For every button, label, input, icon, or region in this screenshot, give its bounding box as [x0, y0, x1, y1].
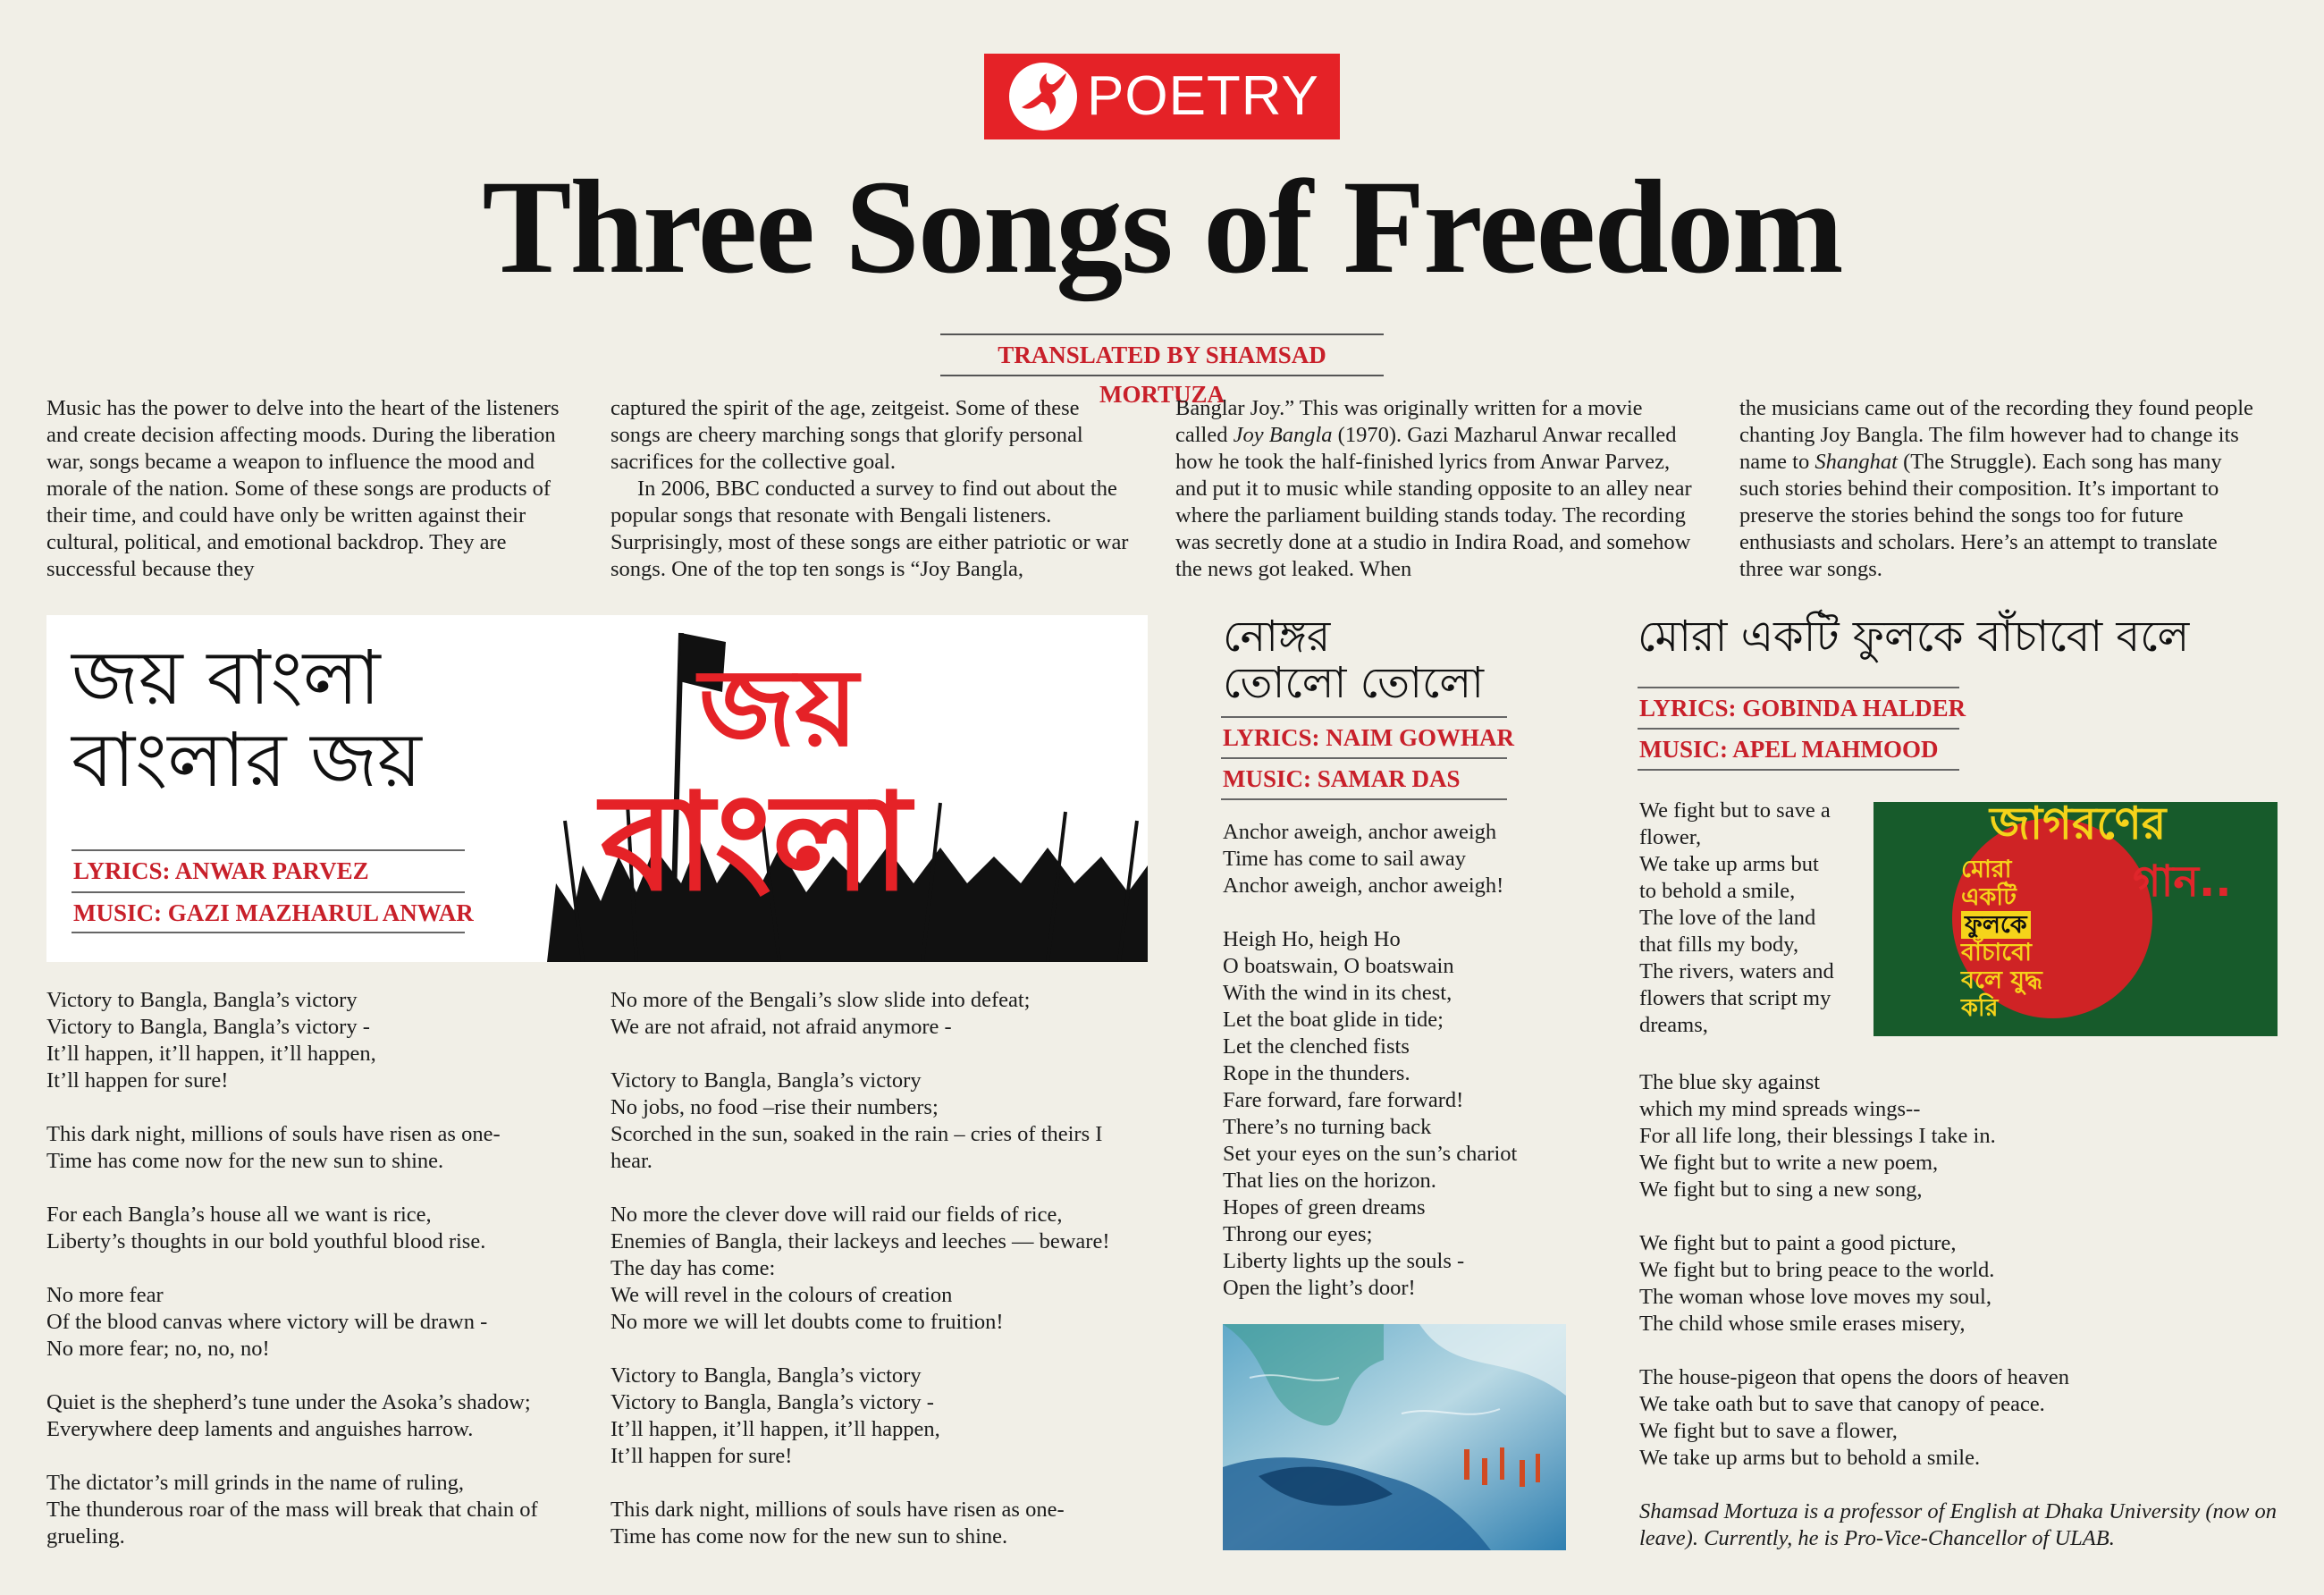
intro-text: Music has the power to delve into the heart of the listeners and create decision affecting moods. During the liberation war, songs became a weapon to influence the mood and morale of the nation. Some of these songs are products of their time, and could have only be written against their cultural, political, and emotional backdrop. They are successful because they — [46, 396, 560, 581]
flag-poster-image — [1874, 802, 2278, 1036]
song3-music-credit: MUSIC: APEL MAHMOOD — [1639, 736, 1939, 763]
bird-icon — [1009, 63, 1077, 131]
poster-gaan: গান.. — [2133, 857, 2232, 907]
stanza: This dark night, millions of souls have risen as one- Time has come now for the new sun to shine. — [610, 1498, 1065, 1549]
credit-rule — [1638, 769, 1959, 771]
song1-lyrics-left — [46, 987, 583, 1577]
song1-music-credit: MUSIC: GAZI MAZHARUL ANWAR — [73, 899, 474, 926]
film-title: Shanghat — [1815, 450, 1898, 474]
stanza: Anchor aweigh, anchor aweigh Time has come to sail away Anchor aweigh, anchor aweigh! — [1223, 820, 1504, 898]
song2-title-line2: তোলো তোলো — [1223, 658, 1485, 708]
section-badge — [984, 54, 1340, 139]
song2-music-credit: MUSIC: SAMAR DAS — [1223, 765, 1461, 792]
credit-rule — [72, 932, 465, 933]
credit-rule — [1221, 798, 1507, 800]
intro-column-2 — [610, 395, 1129, 583]
song1-title-line2: বাংলার জয় — [72, 716, 422, 804]
stanza: The dictator’s mill grinds in the name of ruling, The thunderous roar of the mass will break that chain of grueling. — [46, 1471, 538, 1549]
stanza: Victory to Bangla, Bangla’s victory Victory to Bangla, Bangla’s victory - It’ll happen, it’ll happen, it’ll happen, It’ll happen for sure! — [46, 988, 376, 1093]
stanza: No more of the Bengali’s slow slide into defeat; We are not afraid, not afraid anymore - — [610, 988, 1031, 1039]
film-title: Joy Bangla — [1233, 423, 1333, 447]
song2-title-line1: নোঙ্গর — [1223, 612, 1331, 662]
song1-lyrics-credit: LYRICS: ANWAR PARVEZ — [73, 857, 369, 884]
boat-painting-image — [1223, 1324, 1566, 1550]
song1-banner — [46, 615, 1148, 962]
stanza: Heigh Ho, heigh Ho O boatswain, O boatswain With the wind in its chest, Let the boat glide in tide; Let the clenched fists Rope in the thunders. Fare forward, fare forward! There’s no turning back Set your eyes on the sun’s chariot That lies on the horizon. Hopes of green dreams Throng our eyes; Liberty lights up the souls - Open the light’s door! — [1223, 927, 1518, 1300]
section-label: POETRY — [1087, 65, 1319, 127]
stanza: We fight but to paint a good picture, We fight but to bring peace to the world. The woman whose love moves my soul, The child whose smile erases misery, — [1639, 1231, 1995, 1336]
intro-text: captured the spirit of the age, zeitgeist. Some of these songs are cheery marching songs that glorify personal sacrifices for the collective goal. — [610, 396, 1083, 474]
poster-lines: মোরা একটি ফুলকে বাঁচাবো বলে যুদ্ধ করি — [1961, 856, 2042, 1022]
translator-byline: TRANSLATED BY SHAMSAD MORTUZA — [940, 333, 1384, 376]
intro-column-3 — [1175, 395, 1694, 583]
stanza: No more the clever dove will raid our fields of rice, Enemies of Bangla, their lackeys and leeches — beware! The day has come: We will revel in the colours of creation No more we will let doubts come to fruition! — [610, 1203, 1110, 1334]
song3-lyrics — [1639, 1069, 2283, 1579]
poster-heading: জাগরণের — [1990, 802, 2167, 849]
song2-lyrics-credit: LYRICS: NAIM GOWHAR — [1223, 724, 1515, 751]
stanza: No more fear Of the blood canvas where victory will be drawn - No more fear; no, no, no! — [46, 1283, 488, 1361]
stanza: Victory to Bangla, Bangla’s victory Victory to Bangla, Bangla’s victory - It’ll happen, it’ll happen, it’ll happen, It’ll happen for sure! — [610, 1363, 940, 1468]
song1-lyrics-right — [610, 987, 1147, 1577]
song1-title-line1: জয় বাংলা — [72, 634, 381, 722]
stanza: The blue sky against which my mind spreads wings-- For all life long, their blessings I take in. We fight but to write a new poem, We fight but to sing a new song, — [1639, 1070, 1996, 1202]
stanza: Quiet is the shepherd’s tune under the Asoka’s shadow; Everywhere deep laments and anguishes harrow. — [46, 1390, 531, 1441]
intro-text: In 2006, BBC conducted a survey to find out about the popular songs that resonate with Bengali listeners. Surprisingly, most of these songs are either patriotic or war songs. One of the top ten songs is “Joy Bangla, — [610, 477, 1129, 581]
page-title: Three Songs of Freedom — [482, 153, 1842, 301]
stanza: The house-pigeon that opens the doors of heaven We take oath but to save that canopy of peace. We fight but to save a flower, We take up arms but to behold a smile. — [1639, 1365, 2070, 1470]
song1-artwork — [547, 615, 1148, 962]
song3-title: মোরা একটি ফুলকে বাঁচাবো বলে — [1638, 612, 2190, 662]
author-bio: Shamsad Mortuza is a professor of English at Dhaka University (now on leave). Currently, he is Pro-Vice-Chancellor of ULAB. — [1639, 1499, 2277, 1550]
intro-column-1 — [46, 395, 565, 583]
stanza: For each Bangla’s house all we want is rice, Liberty’s thoughts in our bold youthful blood rise. — [46, 1203, 486, 1253]
stanza: Victory to Bangla, Bangla’s victory No jobs, no food –rise their numbers; Scorched in the sun, soaked in the rain – cries of theirs I hear. — [610, 1068, 1103, 1173]
intro-text: Banglar Joy.” This was originally written for a movie called Joy Bangla (1970). Gazi Mazharul Anwar recalled how he took the half-finished lyrics from Anwar Parvez, and put it to music while standing opposite to an alley near where the parliament building stands today. The recording was secretly done at a studio in Indira Road, and somehow the news got leaked. When — [1175, 396, 1692, 581]
song3-lyrics-narrow — [1639, 798, 1863, 1066]
bangla-art-word: বাংলা — [601, 765, 911, 921]
song3-lyrics-credit: LYRICS: GOBINDA HALDER — [1639, 695, 1966, 722]
song2-lyrics — [1223, 819, 1545, 1329]
stanza: This dark night, millions of souls have risen as one- Time has come now for the new sun to shine. — [46, 1122, 501, 1173]
intro-text: the musicians came out of the recording they found people chanting Joy Bangla. The film however had to change its name to Shanghat (The Struggle). Each song has many such stories behind their composition. It’s important to preserve the stories behind the songs too for future enthusiasts and scholars. Here’s an attempt to translate three war songs. — [1739, 396, 2253, 581]
intro-column-4 — [1739, 395, 2258, 583]
stanza: We fight but to save a flower, We take up arms but to behold a smile, The love of the land that fills my body, The rivers, waters and flowers that script my dreams, — [1639, 798, 1834, 1037]
joy-art-word: জয় — [699, 646, 859, 771]
